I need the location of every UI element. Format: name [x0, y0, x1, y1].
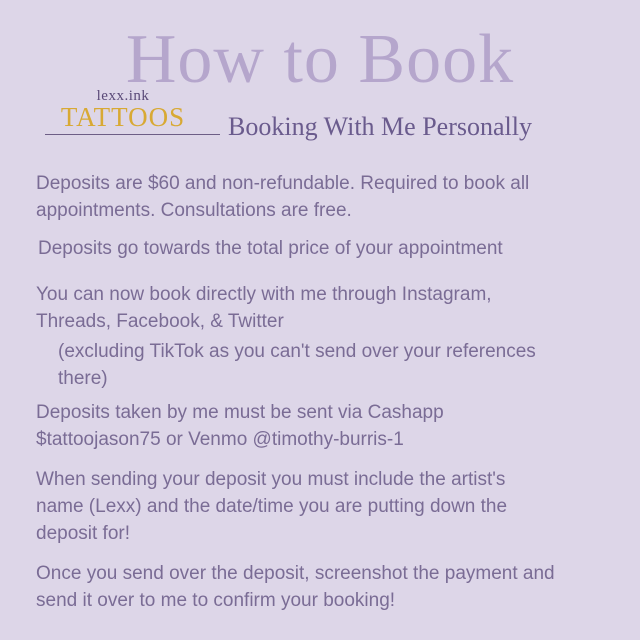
divider-rule [45, 134, 220, 135]
text-line: Deposits go towards the total price of your appointment [38, 238, 503, 259]
text-line: Once you send over the deposit, screenshot the payment and [36, 563, 555, 584]
text-line: Threads, Facebook, & Twitter [36, 311, 284, 332]
payment-methods-paragraph [36, 399, 444, 453]
text-line: $tattoojason75 or Venmo @timothy-burris-1 [36, 429, 404, 450]
text-line: (excluding TikTok as you can't send over your references [58, 341, 536, 362]
page-title: How to Book [125, 21, 515, 98]
text-line: name (Lexx) and the date/time you are putting down the [36, 496, 508, 517]
deposit-amount-paragraph [36, 170, 529, 224]
text-line: When sending your deposit you must include the artist's [36, 469, 506, 490]
text-line: there) [58, 368, 108, 389]
deposit-towards-paragraph [38, 235, 503, 262]
text-line: appointments. Consultations are free. [36, 200, 352, 221]
text-line: You can now book directly with me through Instagram, [36, 284, 492, 305]
book-directly-paragraph [36, 281, 492, 335]
text-line: Deposits taken by me must be sent via Cashapp [36, 402, 444, 423]
text-line: send it over to me to confirm your booking! [36, 590, 396, 611]
logo-main-text: TATTOOS [60, 102, 186, 132]
screenshot-payment-paragraph [36, 560, 555, 614]
include-details-paragraph [36, 466, 507, 547]
logo-top-text: lexx.ink [96, 88, 150, 104]
excluding-tiktok-note [58, 338, 536, 392]
subtitle: Booking With Me Personally [228, 112, 532, 141]
text-line: Deposits are $60 and non-refundable. Required to book all [36, 173, 530, 194]
text-line: deposit for! [36, 523, 130, 544]
logo [52, 88, 194, 130]
